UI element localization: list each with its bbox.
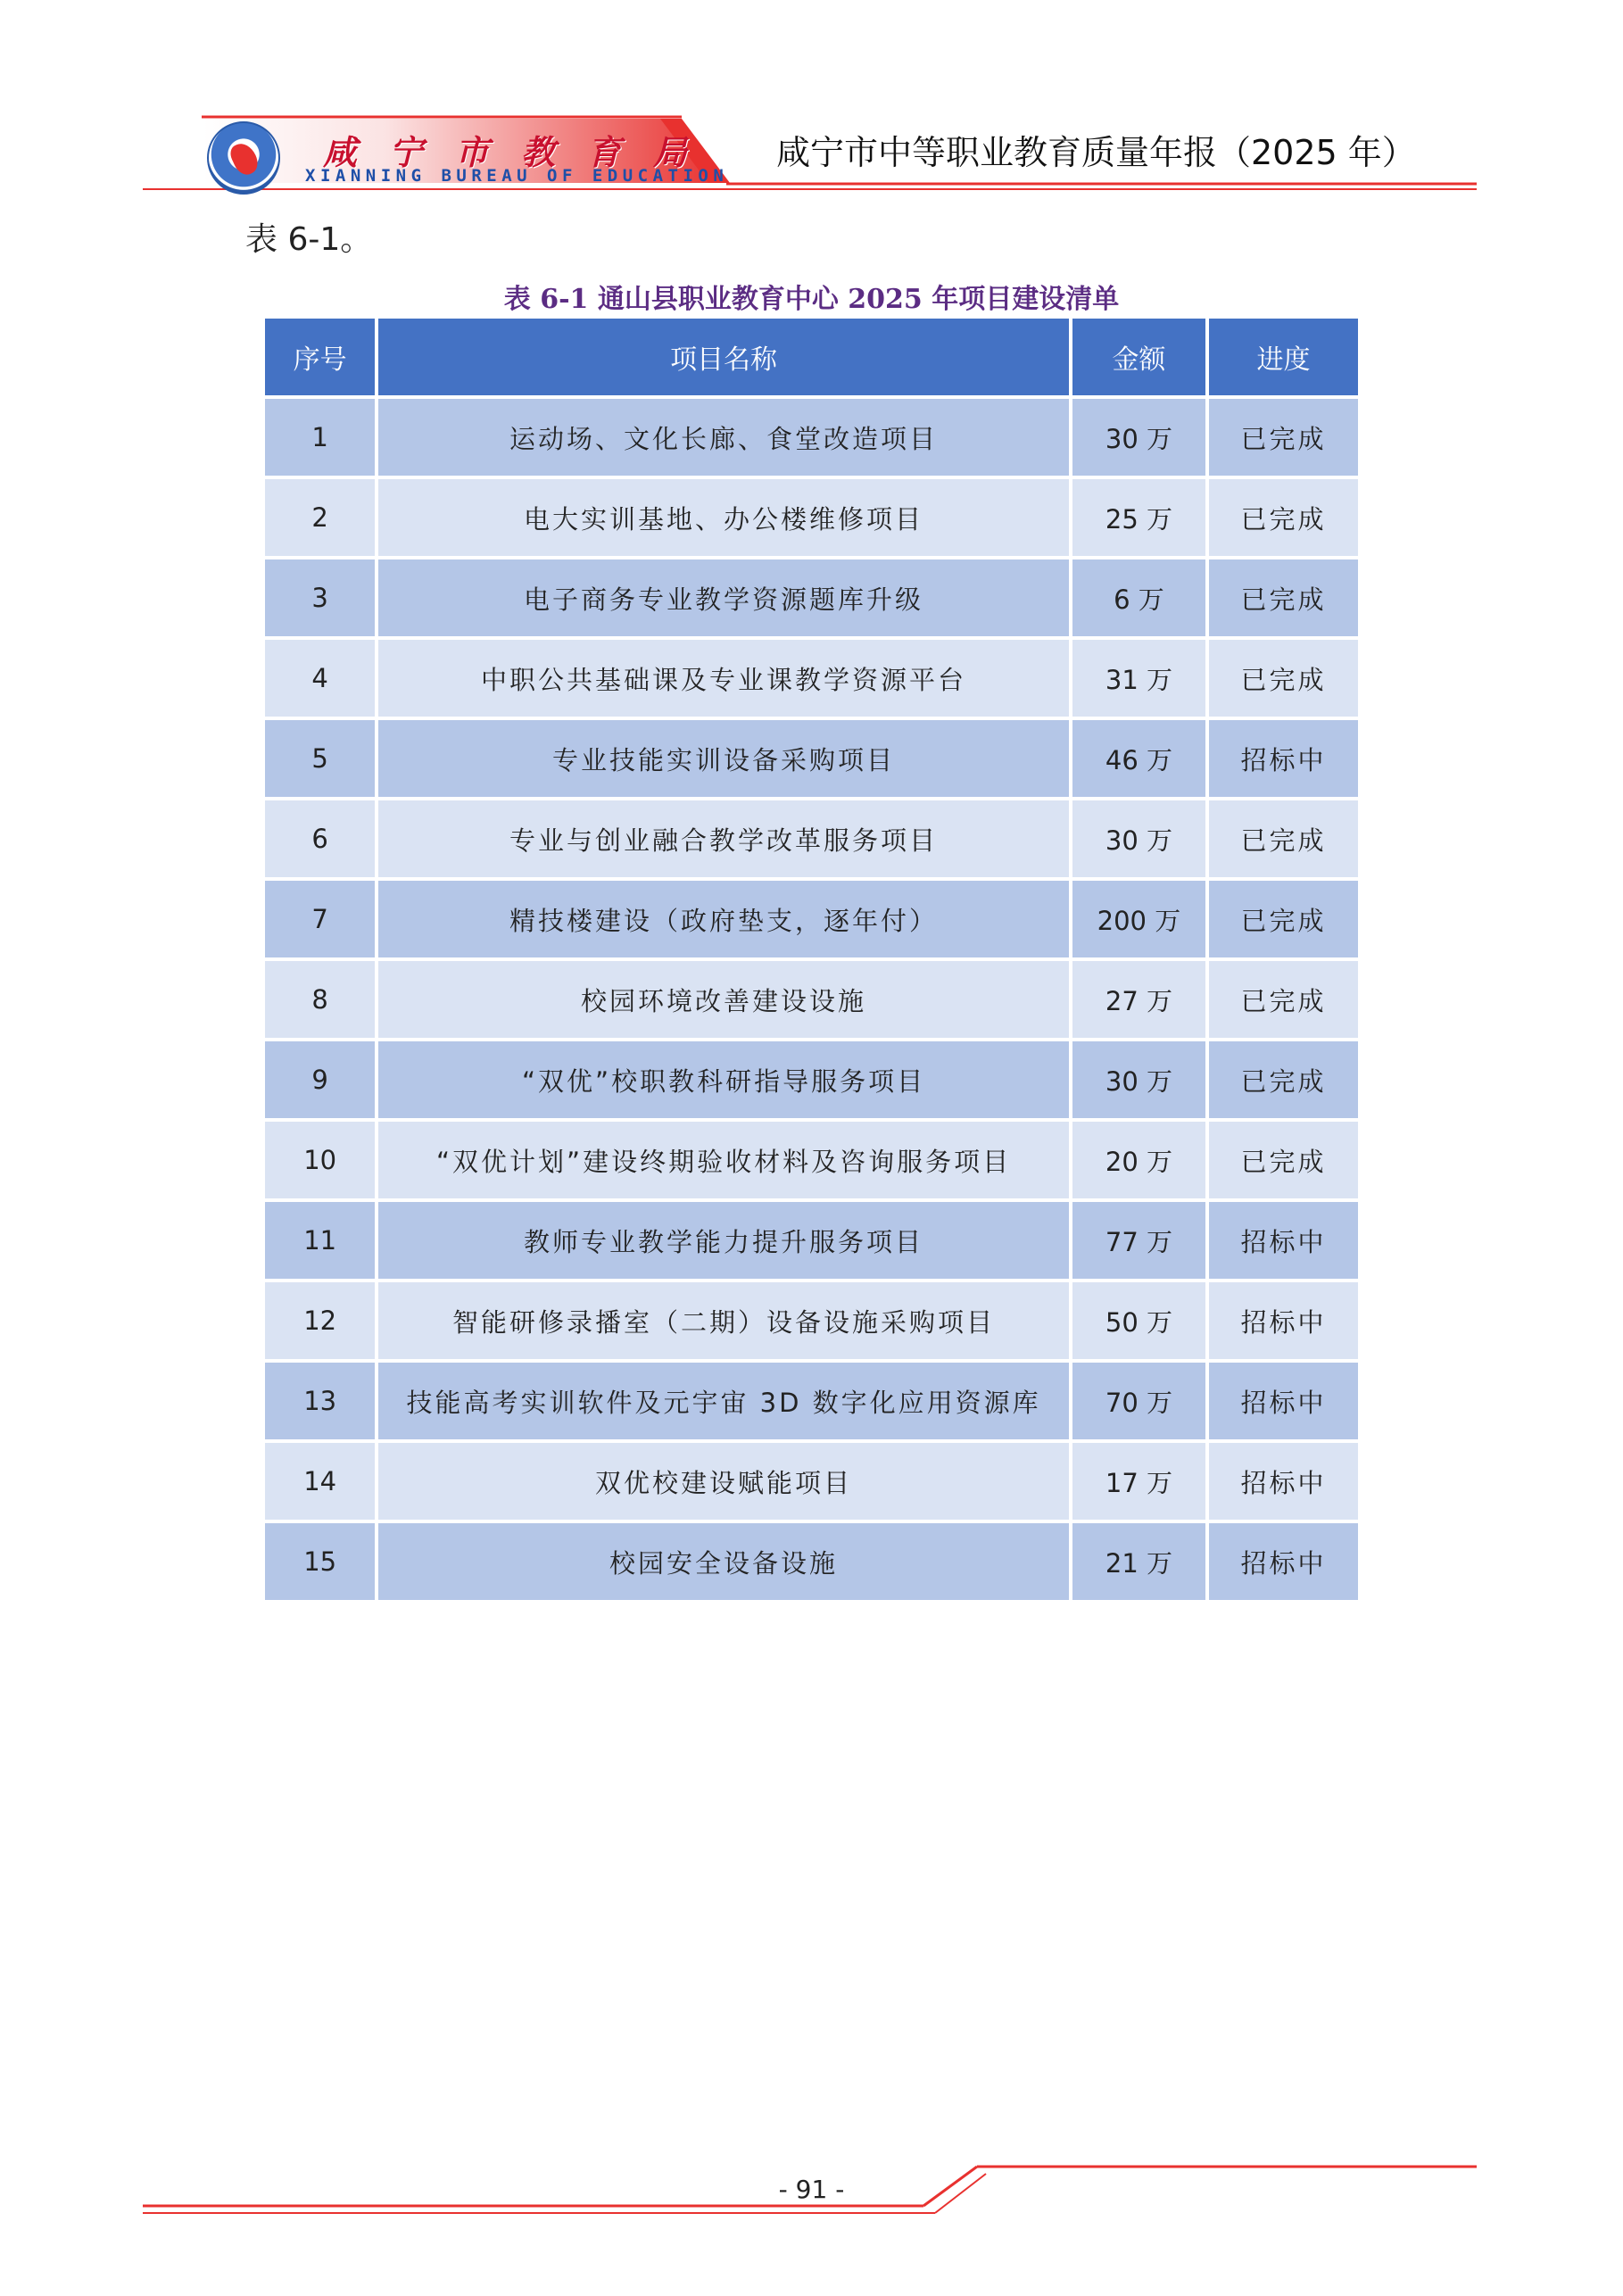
cell-name: 教师专业教学能力提升服务项目	[378, 1202, 1069, 1279]
cell-no: 15	[265, 1523, 375, 1600]
cell-status: 招标中	[1209, 1282, 1358, 1359]
cell-name: 专业与创业融合教学改革服务项目	[378, 800, 1069, 877]
cell-amount: 200 万	[1072, 881, 1205, 957]
cell-amount: 46 万	[1072, 720, 1205, 797]
column-header-status: 进度	[1209, 319, 1358, 395]
cell-status: 已完成	[1209, 961, 1358, 1038]
cell-status: 招标中	[1209, 1443, 1358, 1520]
cell-amount: 31 万	[1072, 640, 1205, 717]
page-header	[0, 0, 1623, 205]
table-header-row	[265, 319, 1358, 395]
table-caption: 表 6-1 通山县职业教育中心 2025 年项目建设清单	[503, 284, 1120, 315]
cell-no: 10	[265, 1122, 375, 1198]
cell-no: 11	[265, 1202, 375, 1279]
cell-no: 6	[265, 800, 375, 877]
cell-status: 已完成	[1209, 559, 1358, 636]
cell-name: 技能高考实训软件及元宇宙 3D 数字化应用资源库	[378, 1363, 1069, 1439]
cell-no: 1	[265, 399, 375, 476]
cell-no: 8	[265, 961, 375, 1038]
report-title: 咸宁市中等职业教育质量年报（2025 年）	[776, 133, 1416, 172]
cell-amount: 20 万	[1072, 1122, 1205, 1198]
cell-amount: 6 万	[1072, 559, 1205, 636]
table-row	[265, 640, 1358, 717]
cell-no: 13	[265, 1363, 375, 1439]
cell-name: 运动场、文化长廊、食堂改造项目	[378, 399, 1069, 476]
table-row	[265, 720, 1358, 797]
column-header-amount: 金额	[1072, 319, 1205, 395]
table-row	[265, 1443, 1358, 1520]
column-header-no: 序号	[265, 319, 375, 395]
table-row	[265, 479, 1358, 556]
cell-no: 5	[265, 720, 375, 797]
cell-status: 招标中	[1209, 1523, 1358, 1600]
cell-no: 7	[265, 881, 375, 957]
page-number: - 91 -	[778, 2175, 845, 2204]
cell-amount: 25 万	[1072, 479, 1205, 556]
table-row	[265, 399, 1358, 476]
cell-no: 9	[265, 1041, 375, 1118]
cell-status: 已完成	[1209, 479, 1358, 556]
cell-status: 招标中	[1209, 1363, 1358, 1439]
cell-name: 校园环境改善建设设施	[378, 961, 1069, 1038]
cell-name: 校园安全设备设施	[378, 1523, 1069, 1600]
table-row	[265, 1202, 1358, 1279]
cell-amount: 77 万	[1072, 1202, 1205, 1279]
cell-name: 电子商务专业教学资源题库升级	[378, 559, 1069, 636]
project-table	[261, 315, 1362, 1604]
table-row	[265, 1282, 1358, 1359]
cell-name: 精技楼建设（政府垫支，逐年付）	[378, 881, 1069, 957]
column-header-name: 项目名称	[378, 319, 1069, 395]
cell-status: 已完成	[1209, 1122, 1358, 1198]
table-row	[265, 881, 1358, 957]
cell-amount: 50 万	[1072, 1282, 1205, 1359]
cell-name: “双优计划”建设终期验收材料及咨询服务项目	[378, 1122, 1069, 1198]
table-row	[265, 800, 1358, 877]
cell-no: 14	[265, 1443, 375, 1520]
cell-status: 已完成	[1209, 881, 1358, 957]
cell-status: 已完成	[1209, 640, 1358, 717]
cell-amount: 70 万	[1072, 1363, 1205, 1439]
cell-status: 招标中	[1209, 1202, 1358, 1279]
cell-status: 已完成	[1209, 1041, 1358, 1118]
table-row	[265, 1363, 1358, 1439]
cell-name: 电大实训基地、办公楼维修项目	[378, 479, 1069, 556]
cell-no: 12	[265, 1282, 375, 1359]
cell-name: “双优”校职教科研指导服务项目	[378, 1041, 1069, 1118]
cell-name: 中职公共基础课及专业课教学资源平台	[378, 640, 1069, 717]
cell-no: 2	[265, 479, 375, 556]
table-row	[265, 1523, 1358, 1600]
cell-name: 双优校建设赋能项目	[378, 1443, 1069, 1520]
cell-amount: 17 万	[1072, 1443, 1205, 1520]
cell-no: 4	[265, 640, 375, 717]
lead-text: 表 6-1。	[245, 221, 373, 258]
cell-status: 已完成	[1209, 399, 1358, 476]
table-row	[265, 559, 1358, 636]
bureau-name-en: XIANNING BUREAU OF EDUCATION	[305, 166, 729, 186]
cell-status: 已完成	[1209, 800, 1358, 877]
cell-amount: 30 万	[1072, 800, 1205, 877]
table-row	[265, 961, 1358, 1038]
bureau-logo	[207, 121, 280, 195]
cell-amount: 27 万	[1072, 961, 1205, 1038]
cell-amount: 21 万	[1072, 1523, 1205, 1600]
cell-status: 招标中	[1209, 720, 1358, 797]
cell-amount: 30 万	[1072, 1041, 1205, 1118]
bureau-name-cn: 咸宁市教育局	[323, 132, 720, 172]
table-row	[265, 1122, 1358, 1198]
cell-name: 专业技能实训设备采购项目	[378, 720, 1069, 797]
cell-amount: 30 万	[1072, 399, 1205, 476]
cell-no: 3	[265, 559, 375, 636]
table-row	[265, 1041, 1358, 1118]
cell-name: 智能研修录播室（二期）设备设施采购项目	[378, 1282, 1069, 1359]
